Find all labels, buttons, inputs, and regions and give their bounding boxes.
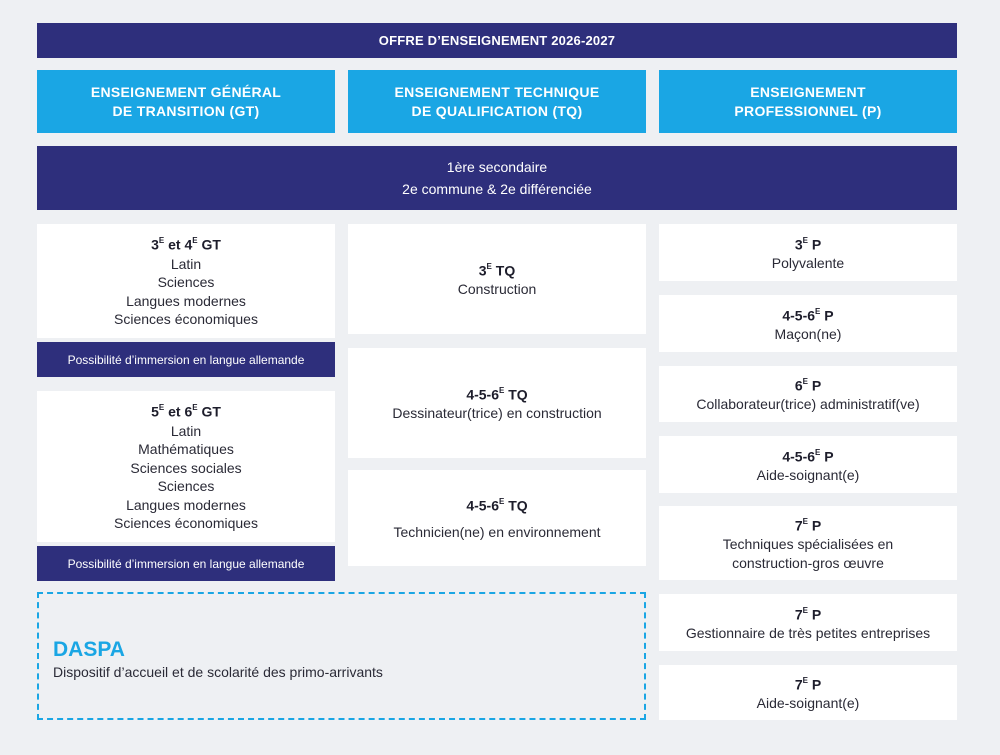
list-item: Langues modernes — [126, 496, 246, 513]
p-card-collaborateur — [659, 366, 957, 422]
p-card-techniques — [659, 506, 957, 580]
card-heading: $4-5-6^E$ TQ — [466, 386, 528, 403]
column-header-line: ENSEIGNEMENT TECHNIQUE — [394, 83, 600, 100]
list-item: Langues modernes — [126, 292, 246, 309]
list-item: Sciences économiques — [114, 311, 258, 328]
daspa-box — [37, 592, 646, 720]
card-text: Gestionnaire de très petites entreprises — [685, 624, 931, 641]
column-header-line: ENSEIGNEMENT — [750, 83, 866, 100]
card-text: Dessinateur(trice) en construction — [392, 405, 602, 422]
immersion-text: Possibilité d’immersion en langue allemande — [67, 352, 305, 367]
card-text: Technicien(ne) en environnement — [393, 524, 601, 541]
p-card-gestionnaire — [659, 594, 957, 651]
card-text: Techniques spécialisées en — [722, 536, 894, 553]
column-header-line: ENSEIGNEMENT GÉNÉRAL — [90, 83, 282, 100]
list-item: Mathématiques — [138, 441, 234, 458]
list-item: Sciences économiques — [114, 515, 258, 532]
card-heading: $3^E$ TQ — [478, 262, 516, 279]
daspa-title: DASPA — [53, 638, 125, 661]
list-item: Sciences — [157, 478, 215, 495]
column-header-tq — [348, 70, 646, 133]
immersion-badge — [37, 342, 335, 377]
card-text: Construction — [457, 281, 537, 298]
daspa-subtitle: Dispositif d’accueil et de scolarité des primo-arrivants — [53, 664, 383, 680]
immersion-badge — [37, 546, 335, 581]
card-text: Polyvalente — [771, 254, 845, 271]
p-card-macon — [659, 295, 957, 352]
list-item: Latin — [170, 255, 202, 272]
gt-card-3-4 — [37, 224, 335, 338]
column-header-gt — [37, 70, 335, 133]
column-header-line: PROFESSIONNEL (P) — [734, 102, 882, 119]
column-header-line: DE TRANSITION (GT) — [112, 102, 260, 119]
column-header-line: DE QUALIFICATION (TQ) — [411, 102, 583, 119]
card-heading: $3^E$ P — [794, 235, 822, 253]
list-item: Sciences sociales — [130, 459, 242, 476]
card-text: construction-gros œuvre — [732, 554, 884, 571]
immersion-text: Possibilité d’immersion en langue allemande — [67, 556, 305, 571]
common-line: 2e commune & 2e différenciée — [402, 181, 592, 197]
page-title — [37, 23, 957, 58]
card-heading: $6^E$ P — [794, 377, 822, 394]
p-card-3 — [659, 224, 957, 281]
tq-card-4-5-6-technicien — [348, 470, 646, 566]
p-card-aide-soignant-456 — [659, 436, 957, 493]
list-item: Sciences — [157, 274, 215, 291]
gt-card-5-6 — [37, 391, 335, 542]
card-heading: $4-5-6^E$ P — [782, 447, 834, 465]
card-text: Aide-soignant(e) — [756, 694, 860, 711]
common-line: 1ère secondaire — [446, 159, 548, 175]
tq-card-4-5-6-dessinateur — [348, 348, 646, 458]
column-header-p — [659, 70, 957, 133]
card-text: Aide-soignant(e) — [756, 466, 860, 483]
card-heading: $7^E$ P — [794, 516, 822, 534]
card-heading: $3^E$ et $4^E$ GT — [151, 236, 221, 254]
card-text: Collaborateur(trice) administratif(ve) — [696, 396, 920, 413]
title-text: OFFRE D’ENSEIGNEMENT 2026-2027 — [378, 33, 616, 48]
tq-card-3 — [348, 224, 646, 334]
p-card-aide-soignant-7 — [659, 665, 957, 720]
card-heading: $4-5-6^E$ P — [782, 306, 834, 324]
common-years-band — [37, 146, 957, 210]
card-heading: $7^E$ P — [794, 675, 822, 693]
card-heading: $4-5-6^E$ TQ — [466, 497, 528, 514]
card-heading: $7^E$ P — [794, 605, 822, 623]
card-text: Maçon(ne) — [774, 325, 842, 342]
card-heading: $5^E$ et $6^E$ GT — [151, 403, 221, 421]
list-item: Latin — [170, 422, 202, 439]
